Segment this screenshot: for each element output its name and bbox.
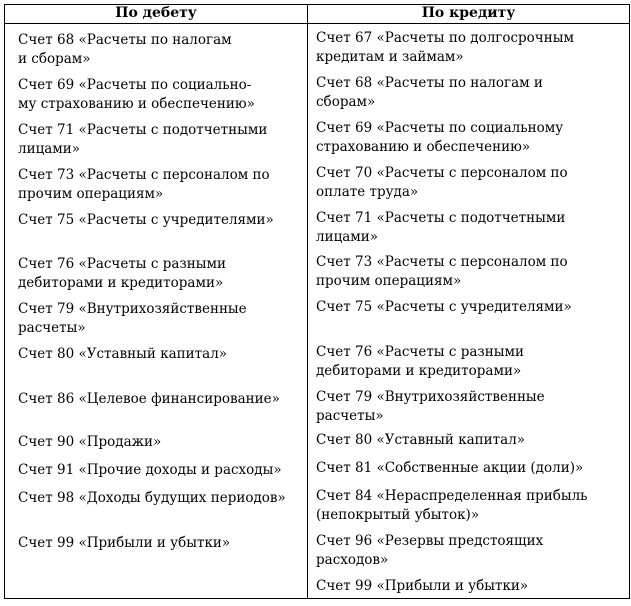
credit-entry: Счет 70 «Расчеты с персоналом по оплате труда» xyxy=(316,165,568,200)
table-row xyxy=(5,572,630,599)
debit-entry: Счет 68 «Расчеты по налогам и сборам» xyxy=(18,32,232,67)
credit-entry: Счет 69 «Расчеты по социальному страхованию и обеспечению» xyxy=(316,120,564,155)
credit-entry: Счет 84 «Нераспределенная прибыль (непокрытый убыток)» xyxy=(316,488,588,523)
debit-cell xyxy=(5,159,308,204)
debit-cell xyxy=(5,69,308,114)
table-row xyxy=(5,426,630,454)
debit-entry: Счет 79 «Внутрихозяйственные расчеты» xyxy=(18,301,247,336)
credit-entry: Счет 71 «Расчеты с подотчетными лицами» xyxy=(316,210,566,245)
debit-entry: Счет 73 «Расчеты с персоналом по прочим операциям» xyxy=(18,167,270,202)
credit-entry: Счет 76 «Расчеты с разными дебиторами и кредиторами» xyxy=(316,344,524,379)
debit-cell xyxy=(5,114,308,159)
debit-cell xyxy=(5,24,308,70)
table-row xyxy=(5,338,630,383)
credit-entry: Счет 73 «Расчеты с персоналом по прочим операциям» xyxy=(316,254,568,289)
credit-entry: Счет 96 «Резервы предстоящих расходов» xyxy=(316,533,544,568)
accounts-table xyxy=(4,4,630,599)
debit-cell xyxy=(5,383,308,426)
credit-header: По кредиту xyxy=(308,5,630,24)
debit-cell xyxy=(5,248,308,293)
credit-cell xyxy=(308,338,630,383)
debit-entry: Счет 90 «Продажи» xyxy=(18,434,162,450)
table-row xyxy=(5,383,630,426)
credit-cell xyxy=(308,572,630,599)
credit-cell xyxy=(308,293,630,338)
credit-cell xyxy=(308,248,630,293)
credit-cell xyxy=(308,527,630,572)
credit-cell xyxy=(308,454,630,482)
table-row xyxy=(5,69,630,114)
credit-entry: Счет 67 «Расчеты по долгосрочным кредитам и займам» xyxy=(316,30,574,65)
credit-entry: Счет 68 «Расчеты по налогам и сборам» xyxy=(316,75,543,110)
debit-cell xyxy=(5,338,308,383)
debit-entry: Счет 75 «Расчеты с учредителями» xyxy=(18,212,274,228)
debit-cell xyxy=(5,572,308,599)
credit-entry: Счет 75 «Расчеты с учредителями» xyxy=(316,299,572,315)
credit-entry: Счет 80 «Уставный капитал» xyxy=(316,432,526,448)
debit-entry: Счет 71 «Расчеты с подотчетными лицами» xyxy=(18,122,268,157)
debit-header: По дебету xyxy=(5,5,308,24)
table-row xyxy=(5,248,630,293)
debit-cell xyxy=(5,293,308,338)
debit-cell xyxy=(5,454,308,482)
credit-cell xyxy=(308,482,630,527)
debit-entry: Счет 69 «Расчеты по социально- му страхованию и обеспечению» xyxy=(18,77,255,112)
table-row xyxy=(5,159,630,204)
credit-cell xyxy=(308,69,630,114)
credit-cell xyxy=(308,159,630,204)
table-row xyxy=(5,204,630,248)
credit-cell xyxy=(308,24,630,70)
table-row xyxy=(5,527,630,572)
debit-entry: Счет 91 «Прочие доходы и расходы» xyxy=(18,462,282,478)
debit-cell xyxy=(5,527,308,572)
header-row xyxy=(5,5,630,24)
table-row xyxy=(5,293,630,338)
table-row xyxy=(5,24,630,70)
debit-entry: Счет 86 «Целевое финансирование» xyxy=(18,391,280,407)
debit-entry: Счет 80 «Уставный капитал» xyxy=(18,346,228,362)
table-row xyxy=(5,482,630,527)
debit-entry: Счет 76 «Расчеты с разными дебиторами и кредиторами» xyxy=(18,256,226,291)
credit-entry: Счет 79 «Внутрихозяйственные расчеты» xyxy=(316,389,545,424)
credit-cell xyxy=(308,383,630,426)
table-row xyxy=(5,114,630,159)
table-row xyxy=(5,454,630,482)
credit-entry: Счет 81 «Собственные акции (доли)» xyxy=(316,460,584,476)
credit-cell xyxy=(308,426,630,454)
credit-cell xyxy=(308,204,630,248)
debit-cell xyxy=(5,482,308,527)
credit-cell xyxy=(308,114,630,159)
debit-entry: Счет 99 «Прибыли и убытки» xyxy=(18,535,231,551)
debit-entry: Счет 98 «Доходы будущих периодов» xyxy=(18,490,286,506)
credit-entry: Счет 99 «Прибыли и убытки» xyxy=(316,578,529,594)
debit-cell xyxy=(5,204,308,248)
debit-cell xyxy=(5,426,308,454)
